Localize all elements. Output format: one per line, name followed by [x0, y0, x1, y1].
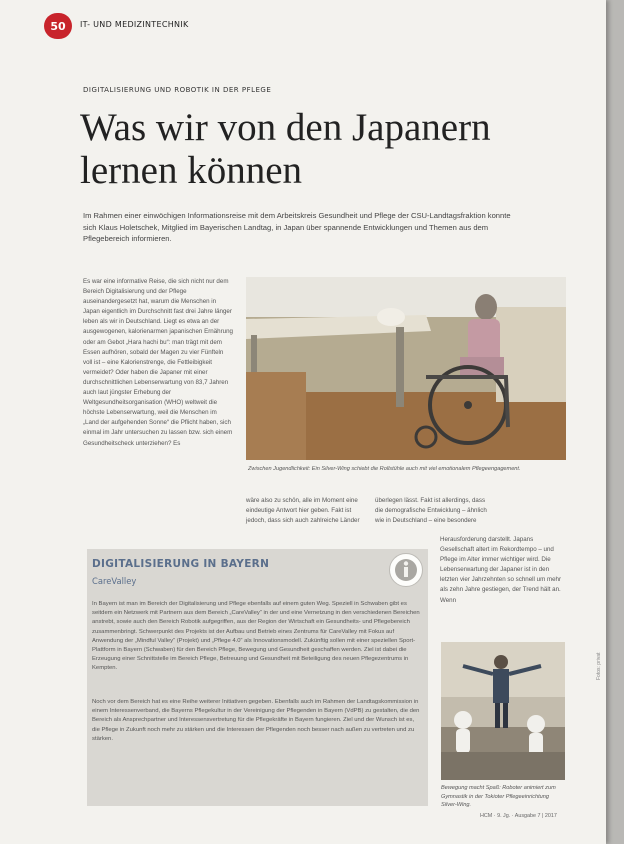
photo-credit: Fotos: privat: [596, 652, 602, 680]
page-number: 50: [50, 19, 66, 33]
article-headline: [80, 106, 550, 192]
article-kicker: DIGITALISIERUNG UND ROBOTIK IN DER PFLEGE: [83, 86, 272, 94]
photo-robot-gymnastics: [441, 642, 565, 780]
page-footer: HCM · 9. Jg. · Ausgabe 7 | 2017: [480, 813, 557, 819]
photo1-caption: Zwischen Jugendlichkeit: Ein Silver-Wing schiebt die Rollstühle auch mit viel emotionalem Pflegeengagement.: [248, 466, 521, 472]
info-box-paragraph-2: Noch vor dem Bereich hat es eine Reihe weiterer Initiativen gegeben. Ebenfalls auch im Rahmen der Landtagskommission in einem Interessenverband, die Bayerns Pflegekultur in der Vereinigung der Pflegenden in Bayern (VdPB) zu gestalten, die den Bereich als Ansprechpartner und Interessensvertretung für die Pflegekräfte in Bayern fungieren. Ziel und der Wunsch ist es, die Pflege in Zukunft noch mehr zu stärken und die Interessen der Pflegenden noch besser nach außen zu vertreten und zu stärken.: [92, 699, 420, 742]
info-box-subtitle: CareValley: [92, 576, 137, 586]
wheelchair-photo-illustration: [246, 277, 566, 460]
body-column-4: Herausforderung darstellt. Japans Gesellschaft altert im Rekordtempo – und Pflege im Alter immer wichtiger wird. Die Lebenserwartung der Japaner ist in den letzten vier Jahrzehnten so schnell um mehr als zehn Jahre gestiegen, der Trend hält an. Wenn: [440, 536, 562, 604]
info-box: [87, 549, 428, 806]
page-number-badge: [44, 13, 72, 39]
article-lead: Im Rahmen einer einwöchigen Informationsreise mit dem Arbeitskreis Gesundheit und Pflege der CSU-Landtagsfraktion konnte sich Klaus Holetschek, Mitglied im Bayerischen Landtag, in Japan über spannende Entwicklungen und Themen aus dem Pflegebereich informieren.: [83, 211, 511, 243]
info-box-paragraph-1: In Bayern ist man im Bereich der Digitalisierung und Pflege ebenfalls auf einem guten Weg. Speziell in Schwaben gibt es seitdem ein Netzwerk mit Partnern aus dem Bereich „CareValley“ in der und eine Vernetzung in den verschiedenen Bereichen anstrebt, sowie auch den Bereich Robotik aufgegriffen, aus der Region der Wirtschaft ein Gesundheits- und Pflegebereich zusammenbringt. Schwerpunkt des Projekts ist der Aufbau und Betrieb eines Zentrums für CareValley mit Fokus auf Anwendung der „Mindful Valley“ (Projekt) und „Pflege 4.0“ als Innovationsmodell. Zukünftig sollen mit einer speziellen Sport-Plattform in Bayern (Schwaben) für den Bereich Pflege, Bewegung und Gesundheit geschaffen werden. Ziel ist dabei die Erzeugung einer Schnittstelle im Bereich Pflege, Betreuung und Gesundheit mit Beteiligung des neuen Pflegezentrums in Kempten.: [92, 601, 420, 672]
photo-wheelchair: [246, 277, 566, 460]
body-column-3: überlegen lässt. Fakt ist allerdings, dass die demografische Entwicklung – ähnlich wie in Deutschland – eine besondere: [375, 497, 487, 525]
body-column-2: wäre also zu schön, alle im Moment eine eindeutige Antwort hier geben. Fakt ist jedoch, dass sich auch zahlreiche Länder: [246, 497, 360, 525]
photo2-caption: Bewegung macht Spaß: Roboter animiert zum Gymnastik in der Tokioter Pflegeeinrichtung Silver-Wing.: [441, 785, 556, 809]
section-label: IT- UND MEDIZINTECHNIK: [80, 20, 189, 29]
info-icon: [389, 553, 423, 587]
headline-line-2: lernen können: [80, 149, 303, 192]
robot-photo-illustration: [441, 642, 565, 780]
info-icon-glyph: [390, 554, 422, 586]
info-box-title: DIGITALISIERUNG IN BAYERN: [92, 558, 270, 570]
body-column-1: Es war eine informative Reise, die sich nicht nur dem Bereich Digitalisierung und der Pflege auseinandergesetzt hat, warum die Menschen in Japan eigentlich im Durchschnitt fast drei Jahre länger leben als wir in Deutschland. Liegt es etwa an der ausgewogenen, kalorienarmen japanischen Ernährung oder am Gebot „Hara hachi bu“: man trägt mit dem Essen aufhören, sobald der Magen zu vier Fünfteln voll ist – eine Kalorienstrenge, die Fettleibigkeit vermeidet? Oder haben die Japaner mit einer durchschnittlichen Lebenserwartung von 83,7 Jahren auch laut jüngster Erhebung der Weltgesundheitsorganisation (WHO) weltweit die höchste Lebenserwartung, weil die Menschen im „Land der aufgehenden Sonne“ die Pflicht haben, sich einmal im Jahr untersuchen zu lassen bzw. sich einem Gesundheitscheck unterziehen? Es: [83, 278, 233, 447]
headline-line-1: Was wir von den Japanern: [80, 106, 491, 149]
